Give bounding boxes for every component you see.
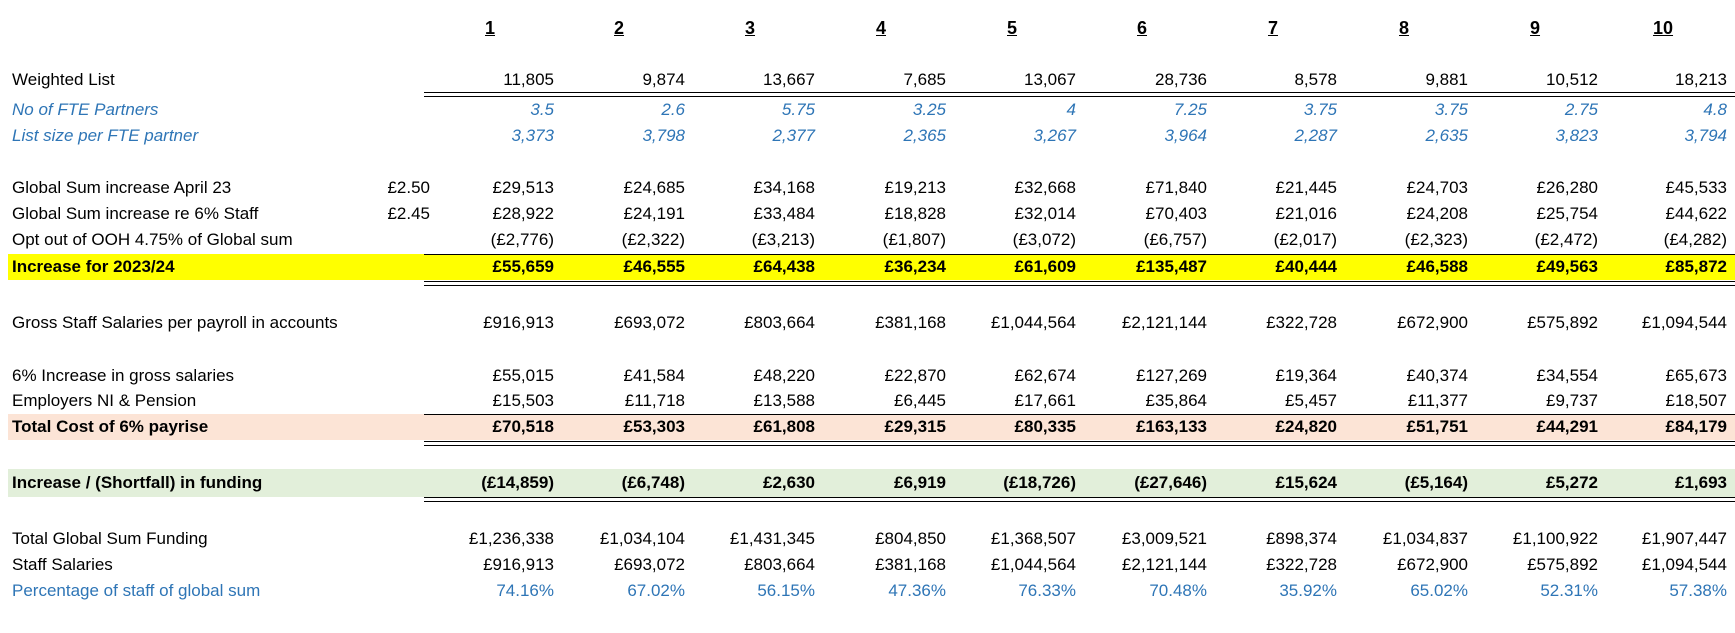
cell: £35,864 xyxy=(1145,391,1207,410)
cell: 18,213 xyxy=(1675,70,1727,89)
cell: £80,335 xyxy=(1014,417,1076,436)
row-label: No of FTE Partners xyxy=(12,100,159,119)
cell: £22,870 xyxy=(884,366,946,385)
cell: £24,703 xyxy=(1406,178,1468,197)
cell: £1,236,338 xyxy=(468,529,554,548)
cell: 2,377 xyxy=(772,126,815,145)
cell: £64,438 xyxy=(753,257,815,276)
cell: 3,373 xyxy=(511,126,554,145)
cell: £84,179 xyxy=(1665,417,1727,436)
cell: 13,067 xyxy=(1024,70,1076,89)
column-header-row xyxy=(8,16,1735,40)
cell: £55,659 xyxy=(492,257,554,276)
cell: £40,374 xyxy=(1406,366,1468,385)
cell: £5,272 xyxy=(1546,473,1598,492)
cell: £1,044,564 xyxy=(990,555,1076,574)
cell: £322,728 xyxy=(1266,313,1337,332)
double-rule xyxy=(424,501,1735,502)
cell: £1,094,544 xyxy=(1641,313,1727,332)
double-rule xyxy=(424,285,1735,286)
cell: £916,913 xyxy=(483,313,554,332)
cell: £48,220 xyxy=(753,366,815,385)
row-staff-salaries xyxy=(8,553,1735,577)
cell: £803,664 xyxy=(744,555,815,574)
cell: £70,403 xyxy=(1145,204,1207,223)
cell: £5,457 xyxy=(1285,391,1337,410)
cell: £1,034,104 xyxy=(599,529,685,548)
cell: 3.25 xyxy=(912,100,946,119)
column-header-7: 7 xyxy=(1268,18,1279,38)
cell: 3,964 xyxy=(1164,126,1207,145)
cell: 2.75 xyxy=(1564,100,1598,119)
cell: (£18,726) xyxy=(1003,473,1076,492)
cell: (£6,757) xyxy=(1143,230,1207,249)
cell: 57.38% xyxy=(1669,581,1727,600)
cell: £49,563 xyxy=(1536,257,1598,276)
cell: 2,287 xyxy=(1294,126,1337,145)
cell: 70.48% xyxy=(1149,581,1207,600)
cell: £19,364 xyxy=(1275,366,1337,385)
cell: (£2,323) xyxy=(1404,230,1468,249)
row-fte-partners xyxy=(8,98,1735,122)
cell: £26,280 xyxy=(1536,178,1598,197)
cell: £322,728 xyxy=(1266,555,1337,574)
cell: £1,431,345 xyxy=(729,529,815,548)
cell: £45,533 xyxy=(1665,178,1727,197)
cell: £11,718 xyxy=(624,391,685,410)
cell: 2.6 xyxy=(661,100,685,119)
cell: £17,661 xyxy=(1014,391,1076,410)
row-label: Weighted List xyxy=(12,70,115,89)
cell: £381,168 xyxy=(875,555,946,574)
cell: (£3,072) xyxy=(1012,230,1076,249)
cell: £70,518 xyxy=(492,417,554,436)
column-header-1: 1 xyxy=(485,18,496,38)
cell: (£27,646) xyxy=(1134,473,1207,492)
cell: 3.5 xyxy=(530,100,554,119)
cell: £672,900 xyxy=(1397,555,1468,574)
cell: 56.15% xyxy=(757,581,815,600)
cell: 4.8 xyxy=(1703,100,1727,119)
cell: £51,751 xyxy=(1406,417,1468,436)
cell: 76.33% xyxy=(1018,581,1076,600)
cell: £1,907,447 xyxy=(1641,529,1727,548)
cell: £40,444 xyxy=(1275,257,1337,276)
cell: £61,609 xyxy=(1014,257,1076,276)
cell: £85,872 xyxy=(1665,257,1727,276)
cell: £575,892 xyxy=(1527,313,1598,332)
cell: £46,588 xyxy=(1406,257,1468,276)
cell: 35.92% xyxy=(1279,581,1337,600)
double-rule xyxy=(424,497,1735,498)
cell: £672,900 xyxy=(1397,313,1468,332)
row-total-global-sum xyxy=(8,527,1735,551)
cell: £2,121,144 xyxy=(1121,555,1207,574)
cell: £15,503 xyxy=(492,391,554,410)
row-label: Employers NI & Pension xyxy=(12,391,197,410)
row-total-cost-payrise xyxy=(8,414,1735,440)
row-label: Opt out of OOH 4.75% of Global sum xyxy=(12,230,293,249)
cell: £804,850 xyxy=(875,529,946,548)
cell: £32,668 xyxy=(1014,178,1076,197)
row-global-sum-staff xyxy=(8,202,1735,226)
cell: £19,213 xyxy=(884,178,946,197)
cell: (£4,282) xyxy=(1663,230,1727,249)
cell: £55,015 xyxy=(492,366,554,385)
single-rule xyxy=(424,254,1735,255)
cell: £28,922 xyxy=(492,204,554,223)
column-header-9: 9 xyxy=(1530,18,1541,38)
cell: £44,291 xyxy=(1536,417,1598,436)
cell: 7.25 xyxy=(1173,100,1207,119)
row-label: Gross Staff Salaries per payroll in accounts xyxy=(12,313,338,332)
single-rule xyxy=(424,414,1735,415)
cell: £44,622 xyxy=(1665,204,1727,223)
row-weighted-list xyxy=(8,68,1735,92)
cell: 65.02% xyxy=(1410,581,1468,600)
cell: 10,512 xyxy=(1546,70,1598,89)
cell: £24,685 xyxy=(623,178,685,197)
cell: £65,673 xyxy=(1665,366,1727,385)
cell: £15,624 xyxy=(1275,473,1337,492)
double-rule xyxy=(424,281,1735,282)
cell: (£2,322) xyxy=(621,230,685,249)
column-header-3: 3 xyxy=(745,18,756,38)
cell: £18,828 xyxy=(884,204,946,223)
cell: (£3,213) xyxy=(751,230,815,249)
row-label: Increase / (Shortfall) in funding xyxy=(12,473,263,492)
cell: 4 xyxy=(1066,100,1076,119)
row-funding-shortfall xyxy=(8,469,1735,497)
cell: 67.02% xyxy=(627,581,685,600)
cell: 47.36% xyxy=(888,581,946,600)
cell: (£2,776) xyxy=(490,230,554,249)
cell: £53,303 xyxy=(623,417,685,436)
cell: 2,365 xyxy=(903,126,946,145)
cell: £163,133 xyxy=(1136,417,1207,436)
row-label: List size per FTE partner xyxy=(12,126,199,145)
row-label: 6% Increase in gross salaries xyxy=(12,366,235,385)
cell: £11,377 xyxy=(1407,391,1468,410)
cell: £41,584 xyxy=(623,366,685,385)
cell: £24,191 xyxy=(623,204,685,223)
cell: 5.75 xyxy=(781,100,815,119)
cell: £33,484 xyxy=(753,204,815,223)
row-label: Percentage of staff of global sum xyxy=(12,581,261,600)
cell: 3.75 xyxy=(1303,100,1337,119)
cell: £1,693 xyxy=(1675,473,1727,492)
cell: 3,267 xyxy=(1033,126,1076,145)
rate-value: £2.50 xyxy=(387,178,430,197)
cell: £135,487 xyxy=(1136,257,1207,276)
cell: 2,635 xyxy=(1425,126,1468,145)
cell: £6,919 xyxy=(894,473,946,492)
column-header-8: 8 xyxy=(1399,18,1410,38)
row-employers-ni-pension xyxy=(8,389,1735,413)
row-percentage-staff xyxy=(8,579,1735,603)
cell: £13,588 xyxy=(753,391,815,410)
cell: £24,820 xyxy=(1275,417,1337,436)
cell: 11,805 xyxy=(503,70,554,89)
cell: 8,578 xyxy=(1294,70,1337,89)
cell: £381,168 xyxy=(875,313,946,332)
cell: 3.75 xyxy=(1434,100,1468,119)
row-label: Global Sum increase re 6% Staff xyxy=(12,204,259,223)
cell: £36,234 xyxy=(884,257,946,276)
cell: £1,100,922 xyxy=(1512,529,1598,548)
row-increase-2023-24 xyxy=(8,254,1735,280)
cell: 3,823 xyxy=(1555,126,1598,145)
row-label: Total Cost of 6% payrise xyxy=(12,417,209,436)
double-rule xyxy=(424,441,1735,442)
cell: £693,072 xyxy=(614,313,685,332)
cell: (£2,472) xyxy=(1534,230,1598,249)
cell: £6,445 xyxy=(894,391,946,410)
column-header-4: 4 xyxy=(876,18,887,38)
cell: £1,034,837 xyxy=(1382,529,1468,548)
cell: £24,208 xyxy=(1406,204,1468,223)
cell: £916,913 xyxy=(483,555,554,574)
cell: (£5,164) xyxy=(1404,473,1468,492)
cell: £898,374 xyxy=(1266,529,1337,548)
cell: (£14,859) xyxy=(481,473,554,492)
row-label: Increase for 2023/24 xyxy=(12,257,175,276)
row-global-sum-april xyxy=(8,176,1735,200)
cell: £2,121,144 xyxy=(1121,313,1207,332)
cell: £71,840 xyxy=(1145,178,1207,197)
cell: £61,808 xyxy=(753,417,815,436)
cell: £34,168 xyxy=(753,178,815,197)
cell: 28,736 xyxy=(1155,70,1207,89)
cell: £803,664 xyxy=(744,313,815,332)
rate-value: £2.45 xyxy=(387,204,430,223)
cell: £18,507 xyxy=(1665,391,1727,410)
cell: £21,016 xyxy=(1275,204,1337,223)
cell: 9,881 xyxy=(1425,70,1468,89)
cell: (£6,748) xyxy=(621,473,685,492)
cell: £32,014 xyxy=(1014,204,1076,223)
column-header-5: 5 xyxy=(1007,18,1018,38)
cell: £29,315 xyxy=(884,417,946,436)
cell: £575,892 xyxy=(1527,555,1598,574)
cell: 52.31% xyxy=(1540,581,1598,600)
cell: £9,737 xyxy=(1546,391,1598,410)
cell: £693,072 xyxy=(614,555,685,574)
cell: 9,874 xyxy=(642,70,685,89)
cell: £2,630 xyxy=(763,473,815,492)
double-rule xyxy=(424,445,1735,446)
cell: £29,513 xyxy=(492,178,554,197)
column-header-6: 6 xyxy=(1137,18,1148,38)
column-header-10: 10 xyxy=(1653,18,1674,38)
cell: £34,554 xyxy=(1536,366,1598,385)
row-six-percent-increase xyxy=(8,364,1735,388)
column-header-2: 2 xyxy=(614,18,625,38)
cell: £1,044,564 xyxy=(990,313,1076,332)
row-gross-staff-salaries xyxy=(8,311,1735,335)
cell: £25,754 xyxy=(1536,204,1598,223)
cell: 3,798 xyxy=(642,126,685,145)
cell: 7,685 xyxy=(903,70,946,89)
cell: £127,269 xyxy=(1136,366,1207,385)
row-list-size xyxy=(8,124,1735,148)
cell: £1,094,544 xyxy=(1641,555,1727,574)
cell: £62,674 xyxy=(1014,366,1076,385)
cell: 74.16% xyxy=(496,581,554,600)
row-ooh-opt-out xyxy=(8,228,1735,252)
row-label: Total Global Sum Funding xyxy=(12,529,208,548)
cell: (£2,017) xyxy=(1273,230,1337,249)
cell: 3,794 xyxy=(1684,126,1727,145)
cell: (£1,807) xyxy=(882,230,946,249)
double-rule xyxy=(424,96,1735,97)
double-rule xyxy=(424,92,1735,93)
cell: £3,009,521 xyxy=(1121,529,1207,548)
cell: £46,555 xyxy=(623,257,685,276)
cell: 13,667 xyxy=(763,70,815,89)
row-label: Global Sum increase April 23 xyxy=(12,178,232,197)
row-label: Staff Salaries xyxy=(12,555,113,574)
cell: £21,445 xyxy=(1275,178,1337,197)
cell: £1,368,507 xyxy=(990,529,1076,548)
